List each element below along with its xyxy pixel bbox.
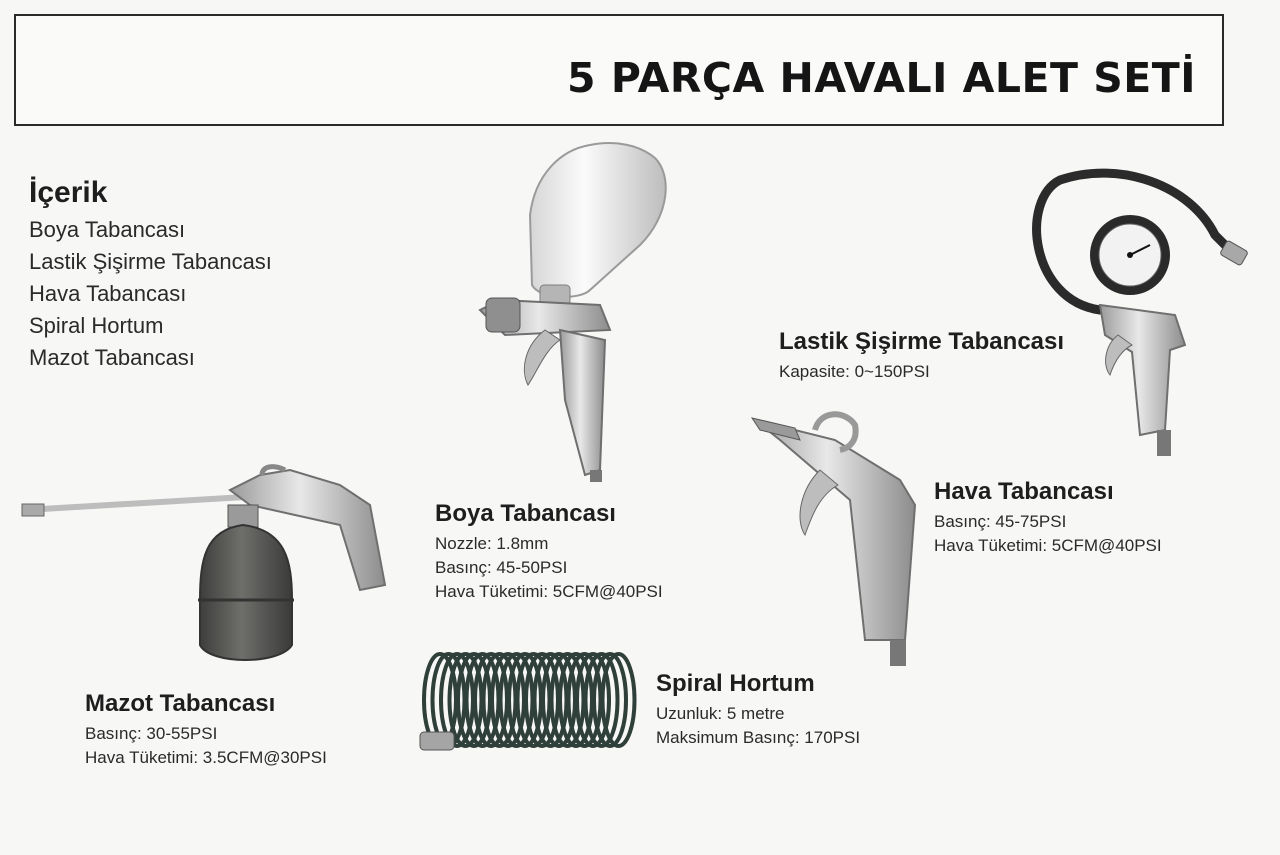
contents-item: Hava Tabancası <box>29 281 187 306</box>
product-spec: Maksimum Basınç: 170PSI <box>656 728 861 747</box>
product-spiral-hose <box>656 670 860 750</box>
contents-list <box>29 176 272 374</box>
product-name: Boya Tabancası <box>435 500 616 527</box>
product-spec: Basınç: 30-55PSI <box>85 724 218 743</box>
product-spec: Hava Tüketimi: 3.5CFM@30PSI <box>85 748 327 767</box>
product-name: Lastik Şişirme Tabancası <box>779 328 1065 355</box>
page-title: 5 PARÇA HAVALI ALET SETİ <box>567 54 1196 102</box>
contents-item: Lastik Şişirme Tabancası <box>29 249 272 274</box>
spray-gun-illustration <box>480 143 666 482</box>
product-tire-inflator <box>779 328 1064 384</box>
contents-item: Spiral Hortum <box>29 313 164 338</box>
product-spec: Basınç: 45-75PSI <box>934 512 1067 531</box>
product-spec: Kapasite: 0~150PSI <box>779 362 930 381</box>
product-engine-cleaning-gun <box>85 690 327 770</box>
blow-gun-illustration <box>752 414 915 666</box>
contents-item: Mazot Tabancası <box>29 345 195 370</box>
product-spec: Hava Tüketimi: 5CFM@40PSI <box>934 536 1162 555</box>
product-spray-gun <box>435 500 663 604</box>
product-name: Mazot Tabancası <box>85 690 276 717</box>
hose-fitting <box>420 732 454 750</box>
contents-item: Boya Tabancası <box>29 217 186 242</box>
product-spec: Nozzle: 1.8mm <box>435 534 549 553</box>
engine-cleaning-gun-illustration <box>22 467 385 660</box>
product-spec: Uzunluk: 5 metre <box>656 704 785 723</box>
title-banner <box>14 14 1224 126</box>
product-spec: Hava Tüketimi: 5CFM@40PSI <box>435 582 663 601</box>
product-spec: Basınç: 45-50PSI <box>435 558 568 577</box>
tire-inflator-illustration <box>1037 173 1249 456</box>
product-name: Hava Tabancası <box>934 478 1114 505</box>
spiral-hose-illustration <box>420 654 635 750</box>
product-name: Spiral Hortum <box>656 670 815 697</box>
contents-heading: İçerik <box>29 176 108 209</box>
product-blow-gun <box>934 478 1162 558</box>
